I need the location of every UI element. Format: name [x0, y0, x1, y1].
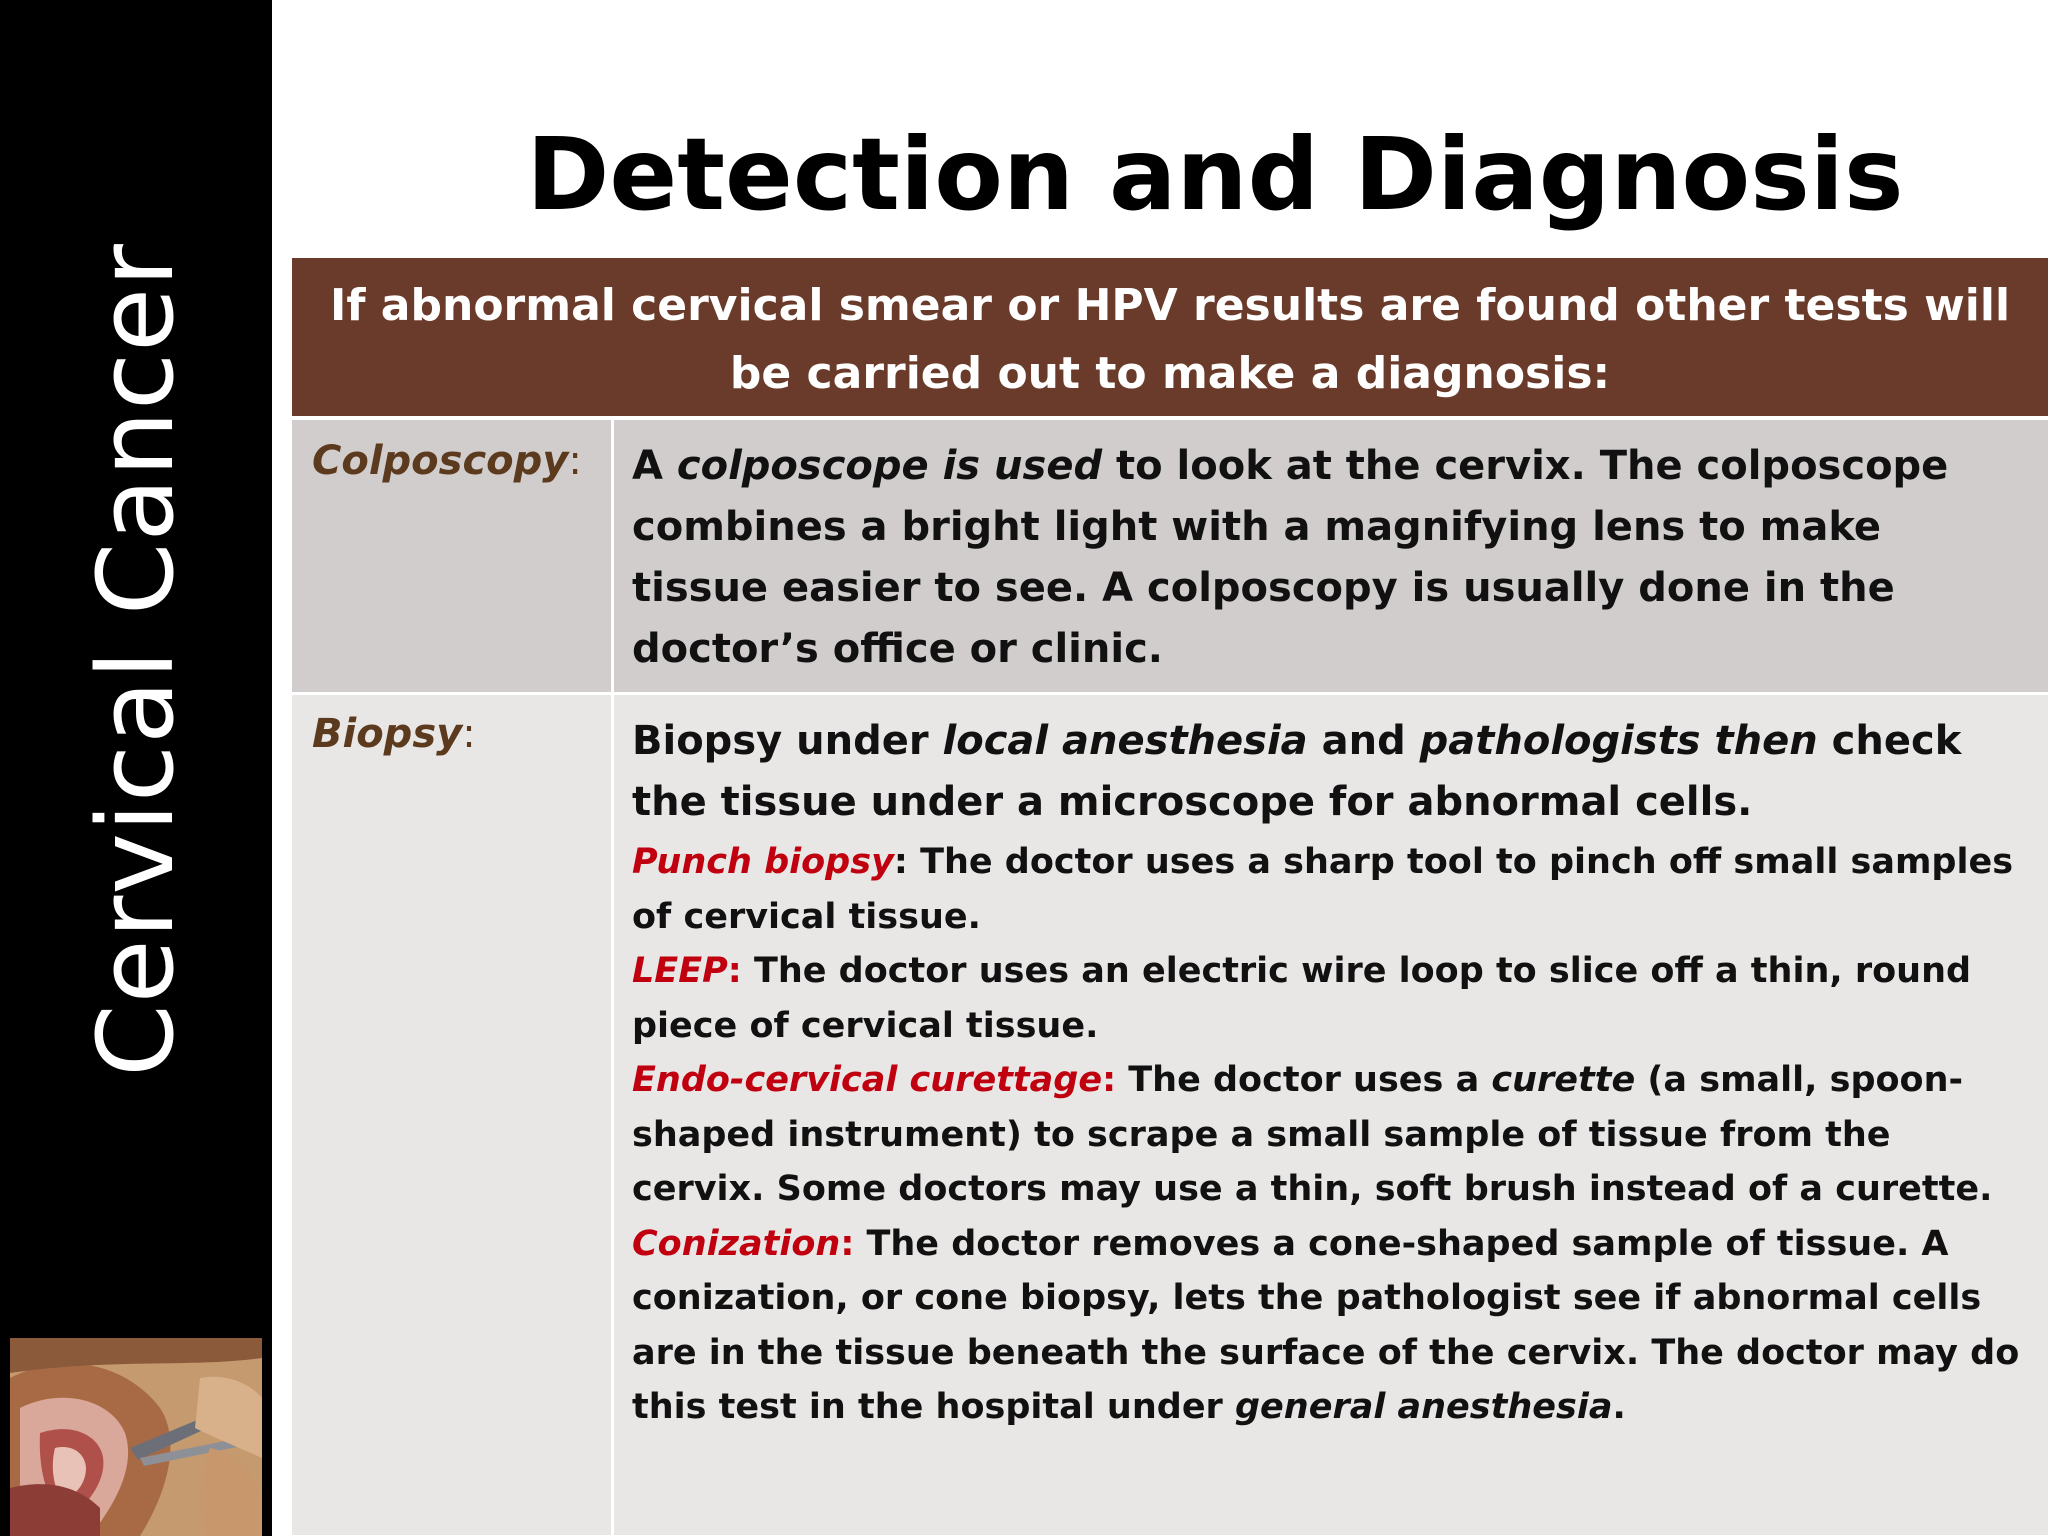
row-label-colon: : — [568, 438, 582, 484]
biopsy-intro — [632, 711, 2030, 833]
biopsy-type-punch — [632, 835, 2030, 944]
biopsy-type-leep — [632, 944, 2030, 1053]
text-run: . — [1612, 1387, 1626, 1427]
text-run: The doctor removes a cone-shaped sample of tissue. A conization, or cone biopsy, lets the pathologist see if abnormal cells are in the tissue beneath the surface of the cervix. The doctor may do this test in the hospital under — [632, 1223, 2020, 1427]
page-title: Detection and Diagnosis — [526, 116, 1904, 233]
biopsy-type-conization — [632, 1217, 2030, 1435]
text-run: to look at the cervix. The colposcope combines a bright light with a magnifying lens to make tissue easier to see. A colposcopy is usually done in the doctor’s office or clinic. — [632, 443, 1949, 672]
text-run: A — [632, 443, 677, 489]
row-body-biopsy — [614, 695, 2048, 1535]
cervix-anatomy-illustration-icon — [10, 1338, 262, 1536]
term-colon: : — [893, 842, 908, 882]
text-run: (a small, spoon-shaped instrument) to scrape a small sample of tissue from the cervix. Some doctors may use a thin, soft brush instead of a curette. — [632, 1060, 1993, 1209]
term-punch-biopsy: Punch biopsy — [632, 842, 894, 882]
colposcopy-description — [632, 436, 2030, 680]
text-run: The doctor uses a — [1116, 1060, 1492, 1100]
text-run: The doctor uses an electric wire loop to slice off a thin, round piece of cervical tissue. — [632, 951, 1972, 1046]
table-rows — [292, 420, 2048, 1535]
term-colon: : — [1102, 1060, 1117, 1100]
row-label-cell — [292, 420, 614, 692]
term-conization: Conization — [632, 1223, 841, 1264]
row-label-colon: : — [462, 711, 476, 757]
row-label-biopsy: Biopsy — [312, 711, 463, 757]
term-leep: LEEP — [632, 951, 728, 991]
row-label-colposcopy: Colposcopy — [312, 438, 569, 484]
italic-run: colposcope is used — [676, 443, 1103, 489]
text-run: The doctor uses a sharp tool to pinch off small samples of cervical tissue. — [632, 842, 2014, 937]
text-run: check the tissue under a microscope for abnormal cells. — [632, 718, 1962, 825]
text-run: and — [1307, 718, 1420, 764]
italic-run: pathologists then — [1419, 718, 1818, 764]
row-body-colposcopy — [614, 420, 2048, 692]
sidebar — [0, 0, 272, 1536]
biopsy-type-curettage — [632, 1053, 2030, 1217]
italic-run: general anesthesia — [1235, 1387, 1613, 1427]
term-endo-cervical-curettage: Endo-cervical curettage — [632, 1060, 1103, 1100]
term-colon: : — [840, 1223, 855, 1264]
italic-run: curette — [1491, 1060, 1636, 1100]
row-label-cell — [292, 695, 614, 1535]
table-row-biopsy — [292, 695, 2048, 1535]
sidebar-title: Cervical Cancer — [75, 243, 197, 1077]
table-row-colposcopy — [292, 420, 2048, 695]
term-colon: : — [727, 951, 742, 991]
table-header: If abnormal cervical smear or HPV results are found other tests will be carried out to make a diagnosis: — [292, 258, 2048, 420]
italic-run: local anesthesia — [942, 718, 1308, 764]
diagnosis-table — [292, 258, 2048, 1536]
text-run: Biopsy under — [632, 718, 943, 764]
